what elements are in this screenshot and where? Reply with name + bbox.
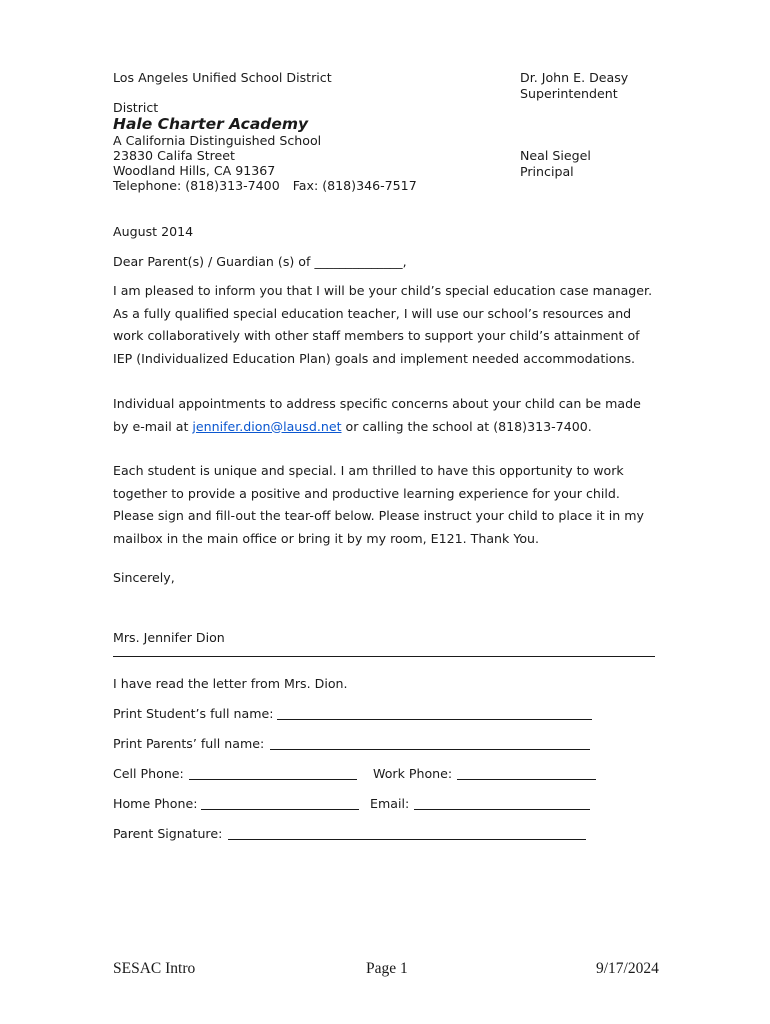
footer-date: 9/17/2024 [596,960,659,977]
cell-phone-field[interactable] [189,779,357,780]
paragraph-line: Please sign and fill-out the tear-off below. Please instruct your child to place it in my [113,508,644,524]
work-phone-label: Work Phone: [373,766,453,781]
paragraph-line: together to provide a positive and productive learning experience for your child. [113,485,620,501]
email-field[interactable] [414,809,590,810]
paragraph-line: Individual appointments to address specific concerns about your child can be made [113,396,641,411]
parents-name-field[interactable] [270,749,590,750]
school-fax: Fax: (818)346-7517 [292,178,417,193]
footer-left: SESAC Intro [113,960,196,977]
paragraph-instructions [113,460,644,550]
paragraph-line [113,416,641,439]
home-phone-label: Home Phone: [113,796,198,811]
letterhead-left [113,70,417,193]
paragraph-appointments [113,393,641,438]
district-label: District [113,100,159,115]
superintendent-name: Dr. John E. Deasy [520,70,629,85]
parents-name-label: Print Parents’ full name: [113,736,265,751]
email-prefix: by e-mail at [113,418,193,434]
salutation: Dear Parent(s) / Guardian (s) of ______________, [113,254,407,269]
email-label: Email: [370,796,410,811]
letter-date: August 2014 [113,224,194,239]
letterhead-right [520,70,628,101]
district-name: Los Angeles Unified School District [113,70,332,85]
paragraph-line: I am pleased to inform you that I will be your child’s special education case manager. [113,283,653,298]
school-contact [113,178,417,193]
closing: Sincerely, [113,570,175,585]
school-tagline: A California Distinguished School [113,133,322,148]
paragraph-line: mailbox in the main office or bring it by my room, E121. Thank You. [113,530,540,546]
school-name: Hale Charter Academy [113,115,309,133]
principal-title: Principal [520,163,574,179]
student-name-field[interactable] [277,719,592,720]
home-phone-field[interactable] [201,809,359,810]
work-phone-field[interactable] [457,779,596,780]
superintendent-title: Superintendent [520,85,618,101]
student-name-label: Print Student’s full name: [113,706,274,721]
email-suffix: or calling the school at (818)313-7400. [341,418,592,434]
paragraph-line: work collaboratively with other staff members to support your child’s attainment of [113,328,640,344]
school-street: 23830 Califa Street [113,148,235,163]
email-link[interactable]: jennifer.dion@lausd.net [192,418,342,434]
paragraph-line: As a fully qualified special education teacher, I will use our school’s resources and [113,305,632,321]
paragraph-line: IEP (Individualized Education Plan) goals and implement needed accommodations. [113,350,636,366]
principal-name: Neal Siegel [520,148,591,163]
paragraph-line: Each student is unique and special. I am thrilled to have this opportunity to work [113,463,624,478]
signature-field[interactable] [228,839,586,840]
footer-page-number: Page 1 [366,960,408,977]
cell-phone-label: Cell Phone: [113,766,184,781]
tear-off-line [113,656,655,657]
signer-name: Mrs. Jennifer Dion [113,630,225,645]
principal-block [520,148,591,179]
school-city: Woodland Hills, CA 91367 [113,163,276,178]
tear-off-confirmation: I have read the letter from Mrs. Dion. [113,676,348,691]
school-telephone: Telephone: (818)313-7400 [113,178,280,193]
signature-label: Parent Signature: [113,826,223,841]
paragraph-intro [113,280,652,370]
